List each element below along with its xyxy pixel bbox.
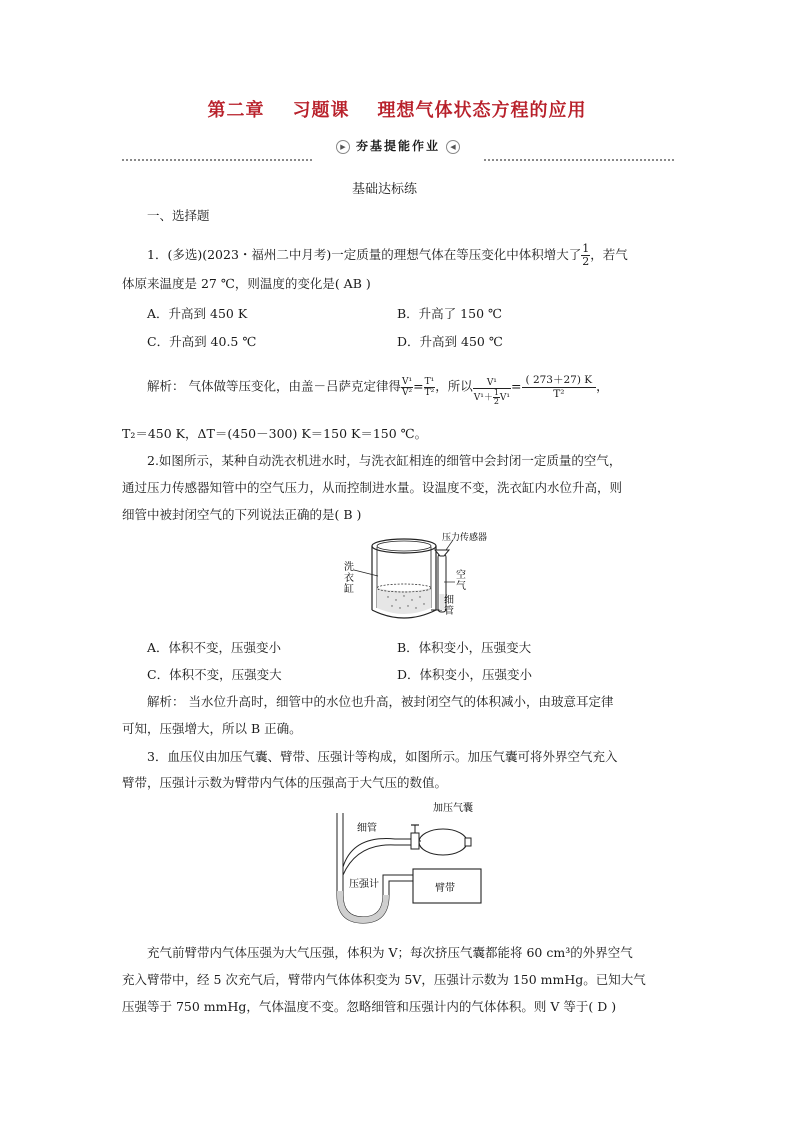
section-level: 基础达标练 [352,182,418,197]
q2-stem-line1: 2.如图所示，某种自动洗衣机进水时，与洗衣缸相连的细管中会封闭一定质量的空气， [147,453,622,468]
label-tub-1: 洗 [344,562,354,573]
arrow-left-icon: ◀ [446,140,460,154]
q3-stem-line5: 压强等于 750 mmHg，气体温度不变。忽略细管和压强计内的气体体积。则 V 等于( D ) [122,999,617,1014]
arrow-right-icon: ▶ [336,140,350,154]
label-bulb: 加压气囊 [433,803,473,814]
lesson-type: 习题课 [292,100,350,121]
label-thin-tube: 细管 [357,823,377,834]
q1-option-c: C．升高到 40.5 ℃ [147,334,257,349]
label-tube-1: 细 [444,595,454,606]
tub-rim [377,541,431,551]
q2-stem-line3: 细管中被封闭空气的下列说法正确的是( B ) [122,507,362,522]
label-tube-2: 管 [444,606,454,617]
q2-option-c: C．体积不变，压强变大 [147,667,282,682]
label-tub-3: 缸 [344,584,354,595]
label-air-2: 气 [456,581,466,592]
q3-stem-line1: 3．血压仪由加压气囊、臂带、压强计等构成，如图所示。加压气囊可将外界空气充入 [147,749,618,764]
gauge-fluid [337,891,389,923]
q1-option-d: D．升高到 450 ℃ [397,334,503,349]
q1-solution-line2: T₂＝450 K，ΔT＝(450－300) K＝150 K＝150 ℃。 [122,426,428,441]
washing-machine-figure [338,530,488,630]
q1-option-b: B．升高了 150 ℃ [397,306,502,321]
q2-solution-line1: 解析： 当水位升高时，细管中的水位也升高，被封闭空气的体积减小，由玻意耳定律 [147,694,614,709]
valve [411,833,419,849]
q2-stem-line2: 通过压力传感器知管中的空气压力，从而控制进水量。设温度不变，洗衣缸内水位升高，则 [122,480,623,495]
q2-solution-line2: 可知，压强增大，所以 B 正确。 [122,721,302,736]
homework-banner [318,137,478,155]
q1-stem-line1: 1．(多选)(2023・福州二中月考)一定质量的理想气体在等压变化中体积增大了 $\frac{1}{2}$ ，若气 [147,242,628,268]
q2-option-a: A．体积不变，压强变小 [147,640,282,655]
banner-text: 夯基提能作业 [355,139,440,153]
q2-option-b: B．体积变小，压强变大 [397,640,532,655]
label-air-1: 空 [456,570,466,581]
lesson-topic: 理想气体状态方程的应用 [377,100,587,121]
label-sensor: 压力传感器 [442,533,488,543]
banner-rule-left [122,159,312,161]
tub-water [377,588,431,614]
pump-bulb [419,829,467,855]
chapter-label: 第二章 [207,100,265,121]
blood-pressure-figure [325,795,495,930]
q1-option-a: A．升高到 450 K [147,306,248,321]
q3-stem-line3: 充气前臂带内气体压强为大气压强，体积为 V；每次挤压气囊都能将 60 cm³的外界空气 [147,945,633,960]
page-title [0,96,794,122]
banner-rule-right [484,159,674,161]
q1-fraction: $\frac{1}{2}$ [582,242,590,268]
q3-stem-line4: 充入臂带中，经 5 次充气后，臂带内气体体积变为 5V，压强计示数为 150 mmHg。已知大气 [122,972,646,987]
pressure-sensor [435,550,449,556]
q3-stem-line2: 臂带，压强计示数为臂带内气体的压强高于大气压的数值。 [122,775,448,790]
label-tub-2: 衣 [344,573,354,584]
q2-option-d: D．体积变小，压强变小 [397,667,533,682]
q1-stem-line2: 体原来温度是 27 ℃，则温度的变化是( AB ) [122,276,371,291]
section-part: 一、选择题 [147,208,210,223]
label-cuff: 臂带 [435,883,455,894]
label-gauge: 压强计 [349,879,379,890]
q1-solution-line1: 解析： 气体做等压变化，由盖－吕萨克定律得 $\frac{\text{V¹}}{\text{V²}}$ = $\frac{\text{T¹}}{\text{T²}}$ ，所以 V¹ V¹＋ $\frac{1}{2}$ V¹ = $\frac{( 273+27) K}{\text{T²}}$ ， [147,373,609,406]
